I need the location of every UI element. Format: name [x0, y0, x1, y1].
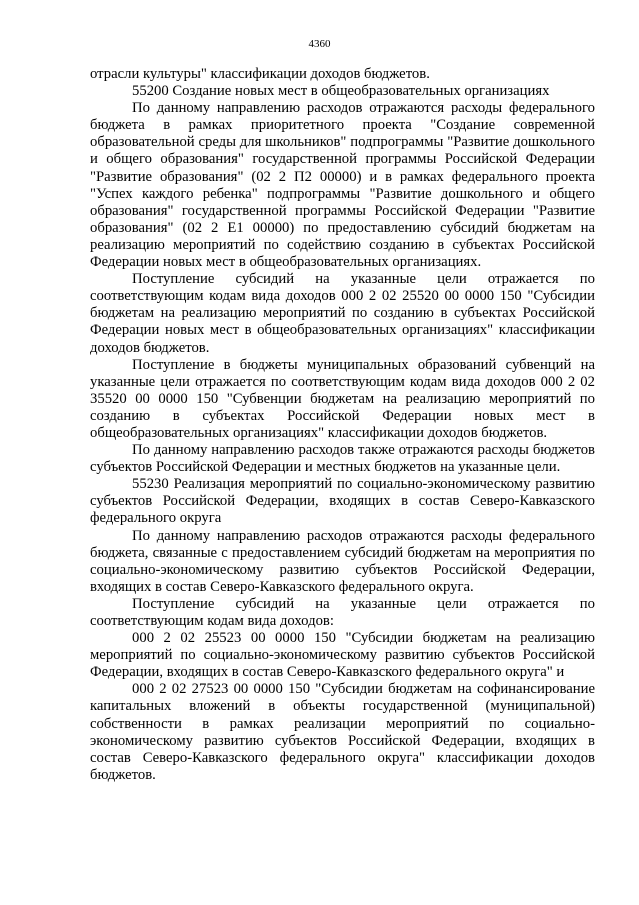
- page-number: 4360: [308, 38, 331, 50]
- paragraph: 000 2 02 27523 00 0000 150 "Субсидии бюджетам на софинансирование капитальных вложений в объекты государственной (муниципальной) собственности в рамках реализации мероприятий по социально-экономическому развитию субъектов Российской Федерации, входящих в состав Северо-Кавказского федерального округа" классификации доходов бюджетов.: [90, 681, 595, 783]
- paragraph: Поступление субсидий на указанные цели отражается по соответствующим кодам вида доходов 000 2 02 25520 00 0000 150 "Субсидии бюджетам на реализацию мероприятий по созданию в субъектах Российской Федерации новых мест в общеобразовательных организациях" классификации доходов бюджетов.: [90, 271, 595, 356]
- paragraph: Поступление субсидий на указанные цели отражается по соответствующим кодам вида доходов:: [90, 595, 595, 629]
- document-body: [90, 66, 595, 784]
- paragraph: отрасли культуры" классификации доходов бюджетов.: [90, 66, 430, 82]
- paragraph: По данному направлению расходов также отражаются расходы бюджетов субъектов Российской Федерации и местных бюджетов на указанные цели.: [90, 442, 595, 476]
- paragraph: По данному направлению расходов отражаются расходы федерального бюджета в рамках приоритетного проекта "Создание современной образовательной среды для школьников" подпрограммы "Развитие дошкольного и общего образования" государственной программы Российской Федерации "Развитие образования" (02 2 П2 00000) и в рамках федерального проекта "Успех каждого ребенка" подпрограммы "Развитие дошкольного и общего образования" государственной программы Российской Федерации "Развитие образования" (02 2 Е1 00000) по предоставлению субсидий бюджетам на реализацию мероприятий по содействию созданию в субъектах Российской Федерации новых мест в общеобразовательных организациях.: [90, 100, 595, 271]
- paragraph: По данному направлению расходов отражаются расходы федерального бюджета, связанные с предоставлением субсидий бюджетам на мероприятия по социально-экономическому развитию субъектов Российской Федерации, входящих в состав Северо-Кавказского федерального округа.: [90, 527, 595, 595]
- paragraph: 000 2 02 25523 00 0000 150 "Субсидии бюджетам на реализацию мероприятий по социально-экономическому развитию субъектов Российской Федерации, входящих в состав Северо-Кавказского федерального округа" и: [90, 630, 595, 681]
- section-heading-55230: 55230 Реализация мероприятий по социально-экономическому развитию субъектов Российской Федерации, входящих в состав Северо-Кавказского федерального округа: [90, 476, 595, 527]
- section-heading-55200: 55200 Создание новых мест в общеобразовательных организациях: [132, 83, 550, 100]
- paragraph: Поступление в бюджеты муниципальных образований субвенций на указанные цели отражается по соответствующим кодам вида доходов 000 2 02 35520 00 0000 150 "Субвенции бюджетам на реализацию мероприятий по созданию в субъектах Российской Федерации новых мест в общеобразовательных организациях" классификации доходов бюджетов.: [90, 356, 595, 441]
